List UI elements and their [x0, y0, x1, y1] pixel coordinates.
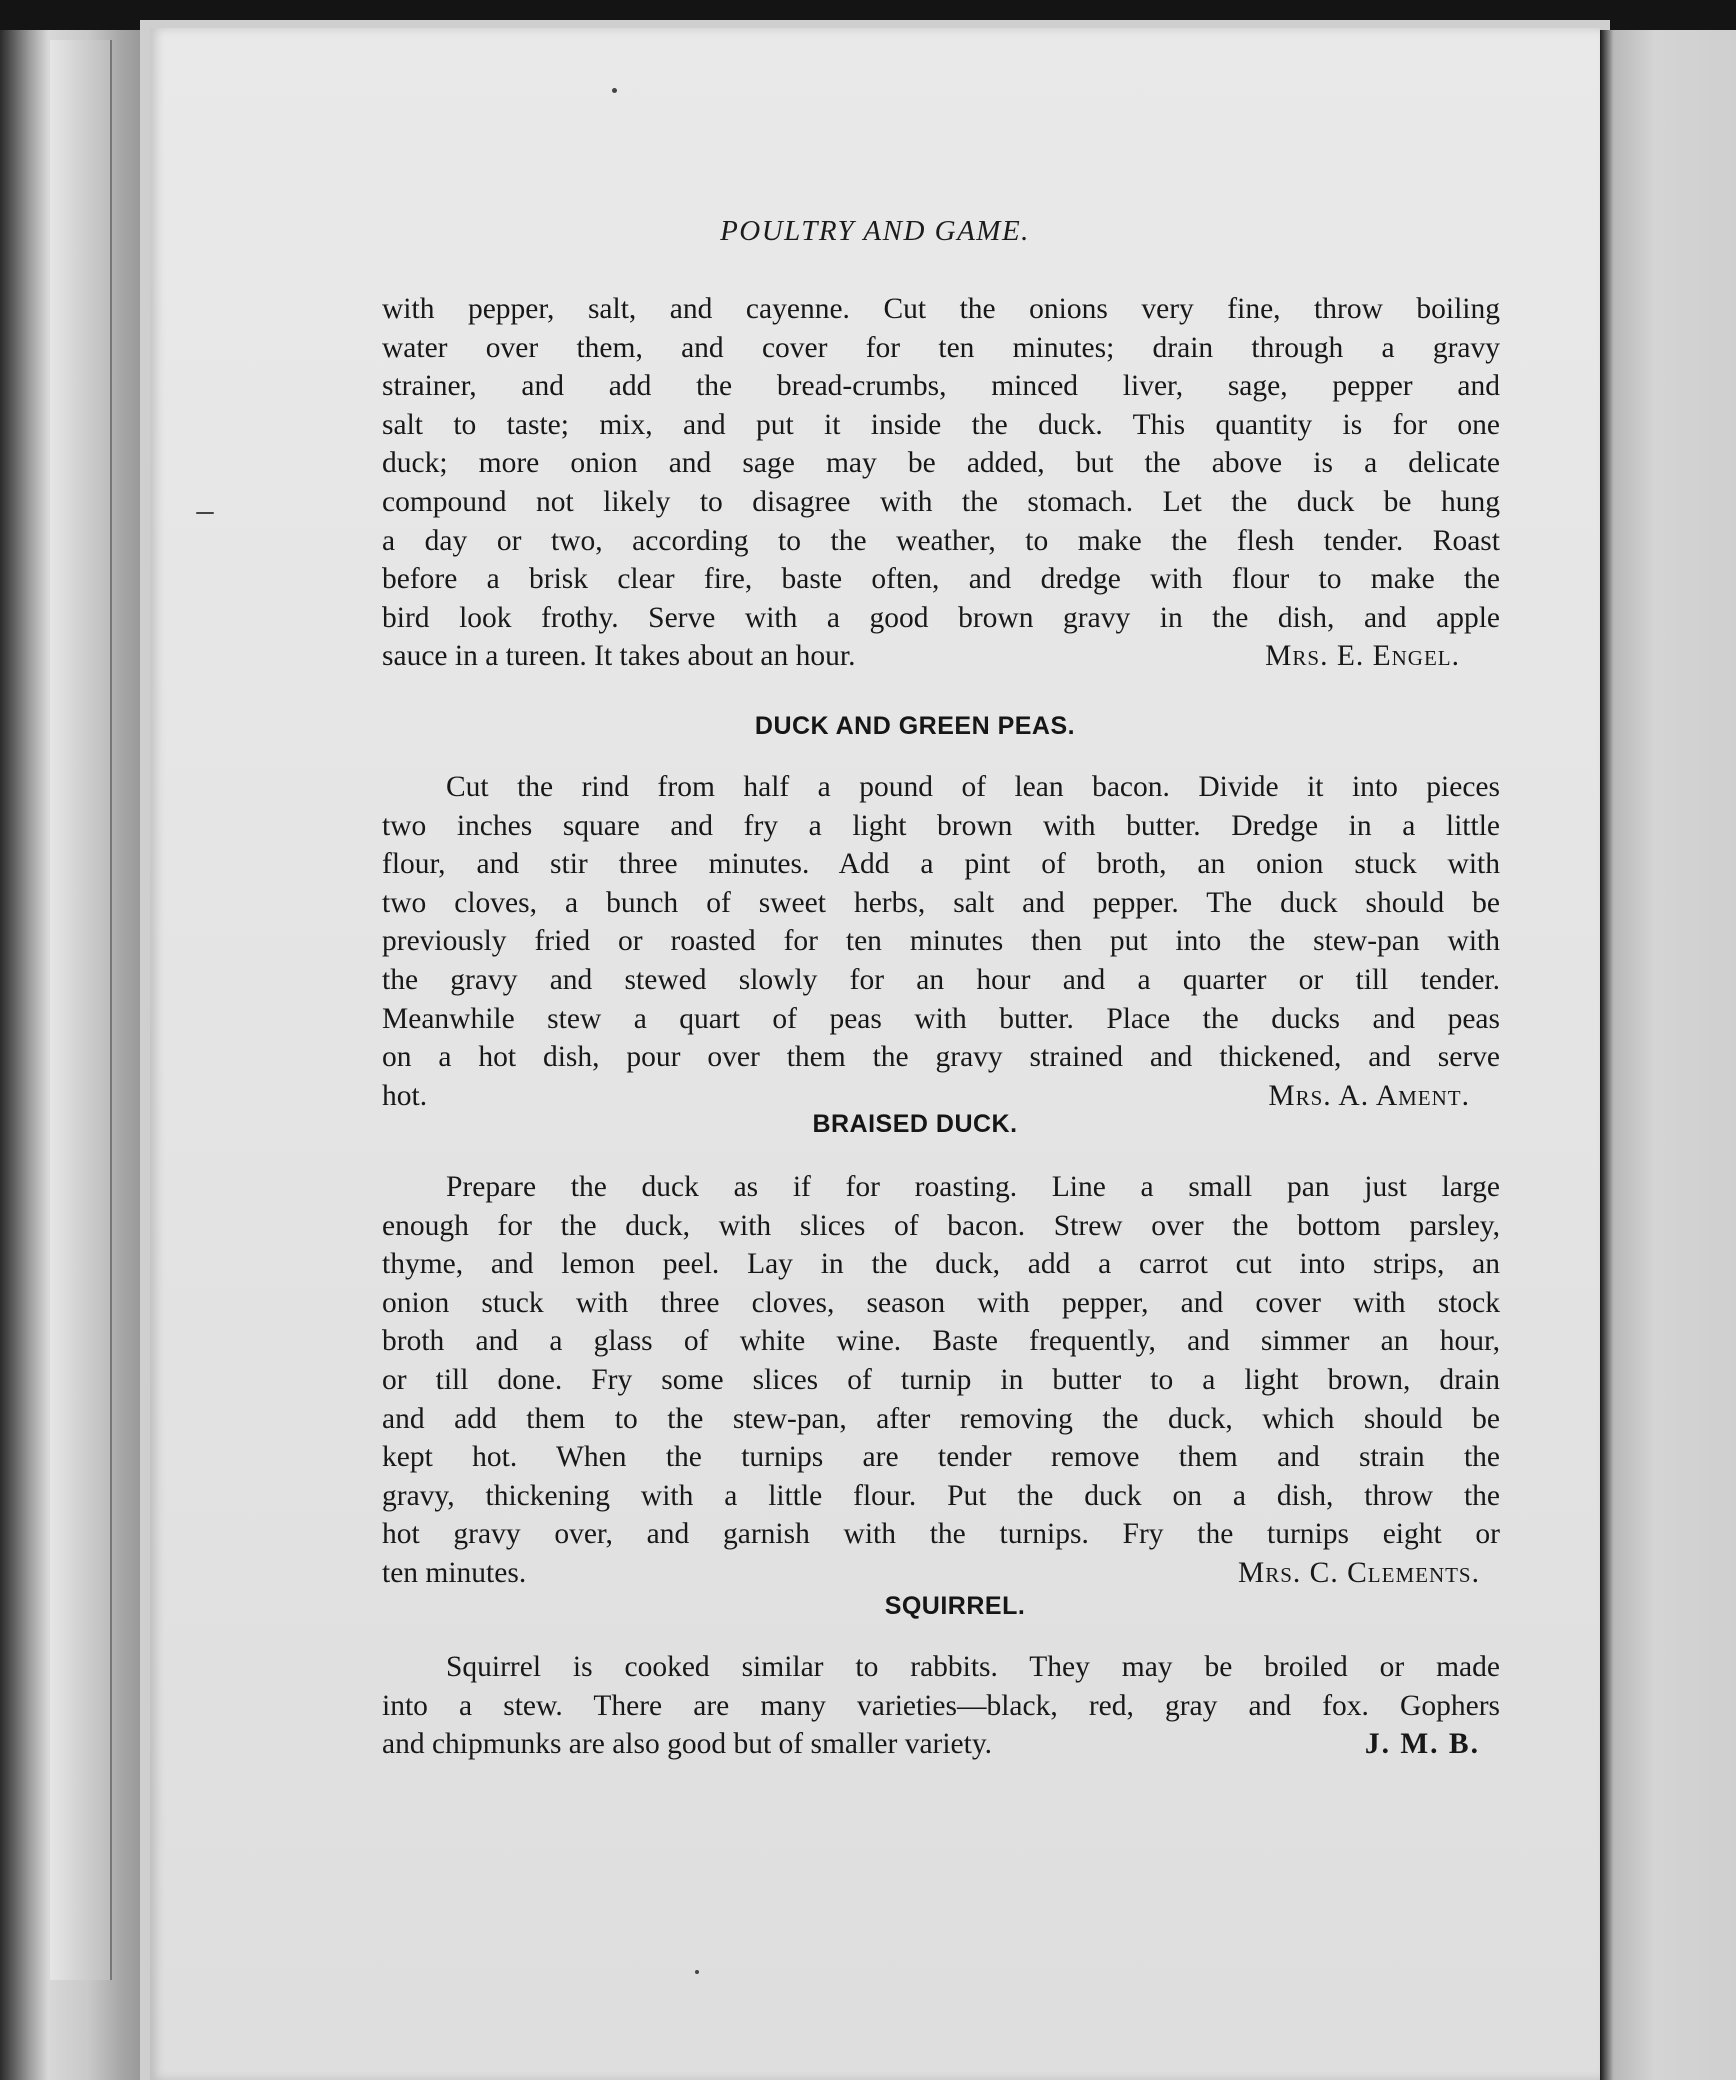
recipe-signature: J. M. B. [1364, 1728, 1480, 1761]
text-line-content: sauce in a tureen. It takes about an hour. [382, 640, 856, 673]
text-line: strainer, and add the bread-crumbs, minced liver, sage, pepper and [382, 370, 1500, 403]
text-line: Cut the rind from half a pound of lean bacon. Divide it into pieces [446, 771, 1500, 803]
text-line: Squirrel is cooked similar to rabbits. They may be broiled or made [446, 1651, 1500, 1683]
text-line: thyme, and lemon peel. Lay in the duck, add a carrot cut into strips, an [382, 1248, 1500, 1281]
paper-speck [612, 88, 617, 93]
text-line [382, 637, 1500, 676]
text-line: gravy, thickening with a little flour. Put the duck on a dish, throw the [382, 1479, 1500, 1512]
text-line: or till done. Fry some slices of turnip in butter to a light brown, drain [382, 1363, 1500, 1396]
text-line: kept hot. When the turnips are tender remove them and strain the [382, 1441, 1500, 1474]
text-line: hot gravy over, and garnish with the turnips. Fry the turnips eight or [382, 1518, 1500, 1551]
text-line: bird look frothy. Serve with a good brown gravy in the dish, and apple [382, 601, 1500, 634]
recipe-heading: DUCK AND GREEN PEAS. [754, 712, 1076, 740]
text-line-content: hot. [382, 1079, 428, 1112]
text-line: two cloves, a bunch of sweet herbs, salt and pepper. The duck should be [382, 886, 1500, 919]
paper-speck [695, 1970, 699, 1974]
text-line: Prepare the duck as if for roasting. Line a small pan just large [446, 1171, 1500, 1203]
text-line: two inches square and fry a light brown with butter. Dredge in a little [382, 809, 1500, 842]
text-line: broth and a glass of white wine. Baste frequently, and simmer an hour, [382, 1325, 1500, 1358]
text-line [382, 1554, 1500, 1593]
text-line: a day or two, according to the weather, to make the flesh tender. Roast [382, 524, 1500, 557]
paragraph-braised-duck [382, 1168, 1500, 1593]
recipe-heading: SQUIRREL. [884, 1592, 1026, 1620]
paper-speck [196, 512, 214, 514]
text-line: water over them, and cover for ten minutes; drain through a gravy [382, 331, 1500, 364]
text-line: flour, and stir three minutes. Add a pint of broth, an onion stuck with [382, 848, 1500, 881]
book-binding-right [1600, 30, 1736, 2080]
recipe-signature: Mrs. E. Engel. [1265, 640, 1460, 673]
text-line: before a brisk clear fire, baste often, and dredge with flour to make the [382, 563, 1500, 596]
text-line-content: and chipmunks are also good but of smaller variety. [382, 1728, 993, 1761]
paragraph-stuffing [382, 290, 1500, 676]
text-line: Meanwhile stew a quart of peas with butter. Place the ducks and peas [382, 1002, 1500, 1035]
paragraph-duck-green-peas [382, 768, 1500, 1115]
running-head: POULTRY AND GAME. [720, 215, 1030, 247]
page-stack-edge [50, 40, 112, 1980]
text-line [382, 1725, 1500, 1764]
text-line: compound not likely to disagree with the stomach. Let the duck be hung [382, 485, 1500, 518]
text-line: into a stew. There are many varieties—black, red, gray and fox. Gophers [382, 1689, 1500, 1722]
text-line: on a hot dish, pour over them the gravy strained and thickened, and serve [382, 1041, 1500, 1074]
text-line: enough for the duck, with slices of bacon. Strew over the bottom parsley, [382, 1209, 1500, 1242]
recipe-heading: BRAISED DUCK. [812, 1110, 1018, 1138]
text-line: and add them to the stew-pan, after removing the duck, which should be [382, 1402, 1500, 1435]
text-line: the gravy and stewed slowly for an hour and a quarter or till tender. [382, 963, 1500, 996]
text-line: previously fried or roasted for ten minutes then put into the stew-pan with [382, 925, 1500, 958]
recipe-signature: Mrs. C. Clements. [1238, 1556, 1480, 1589]
recipe-signature: Mrs. A. Ament. [1268, 1079, 1470, 1112]
text-line: onion stuck with three cloves, season with pepper, and cover with stock [382, 1286, 1500, 1319]
paragraph-squirrel [382, 1648, 1500, 1764]
text-line: with pepper, salt, and cayenne. Cut the onions very fine, throw boiling [382, 293, 1500, 325]
text-line: salt to taste; mix, and put it inside the duck. This quantity is for one [382, 408, 1500, 441]
text-line-content: ten minutes. [382, 1556, 527, 1589]
text-line: duck; more onion and sage may be added, but the above is a delicate [382, 447, 1500, 480]
